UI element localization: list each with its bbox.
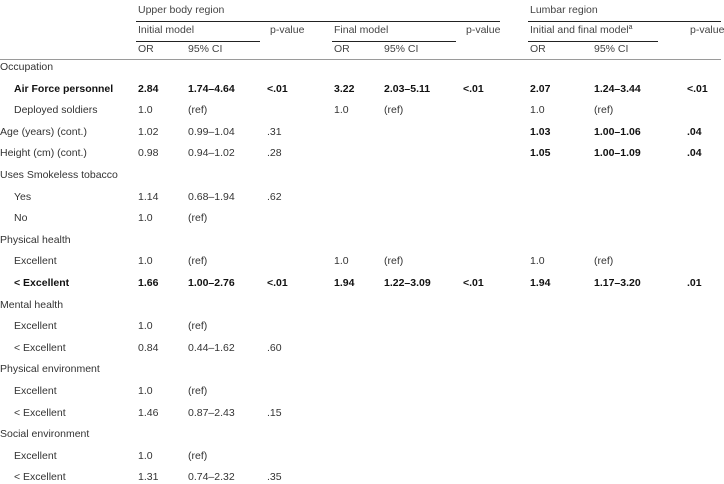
final-model-rule: [332, 41, 456, 42]
table-cell: 1.94: [530, 277, 551, 289]
or-header-1: OR: [138, 43, 154, 55]
or-header-2: OR: [334, 43, 350, 55]
table-cell: .15: [267, 407, 282, 419]
table-cell: (ref): [188, 320, 208, 332]
table-cell: 1.46: [138, 407, 159, 419]
table-cell: 1.0: [138, 104, 153, 116]
row-label: Excellent: [14, 320, 57, 332]
row-label: Physical health: [0, 234, 71, 246]
upper-region-rule: [136, 21, 500, 22]
final-model-header: Final model: [334, 24, 389, 36]
table-cell: 1.31: [138, 471, 159, 483]
table-cell: 1.03: [530, 126, 551, 138]
table-cell: (ref): [188, 255, 208, 267]
table-cell: 3.22: [334, 83, 355, 95]
row-label: Occupation: [0, 61, 54, 73]
p-value-header-1: p-value: [270, 24, 305, 36]
table-cell: .35: [267, 471, 282, 483]
row-label: Social environment: [0, 428, 90, 440]
lumbar-region-rule: [528, 21, 721, 22]
table-cell: 1.00–2.76: [188, 277, 235, 289]
table-cell: 0.87–2.43: [188, 407, 235, 419]
row-label: Age (years) (cont.): [0, 126, 87, 138]
table-cell: 0.68–1.94: [188, 191, 235, 203]
table-cell: (ref): [188, 104, 208, 116]
table-cell: 1.0: [334, 255, 349, 267]
row-label: < Excellent: [14, 277, 70, 289]
table-cell: 1.17–3.20: [594, 277, 641, 289]
table-cell: .28: [267, 147, 282, 159]
table-cell: 0.84: [138, 342, 159, 354]
table-cell: (ref): [594, 104, 614, 116]
table-cell: <.01: [267, 83, 288, 95]
table-cell: 2.03–5.11: [384, 83, 431, 95]
table-cell: 1.14: [138, 191, 159, 203]
row-label: < Excellent: [14, 342, 66, 354]
p-value-header-3: p-value: [690, 24, 724, 36]
table-cell: .62: [267, 191, 282, 203]
table-cell: 2.84: [138, 83, 159, 95]
table-cell: .31: [267, 126, 282, 138]
row-label: Excellent: [14, 385, 57, 397]
table-cell: (ref): [384, 104, 404, 116]
table-cell: 1.74–4.64: [188, 83, 235, 95]
table-cell: <.01: [463, 83, 484, 95]
table-cell: 0.98: [138, 147, 159, 159]
table-cell: 1.24–3.44: [594, 83, 641, 95]
table-cell: 1.0: [334, 104, 349, 116]
row-label: < Excellent: [14, 471, 66, 483]
ci-header-1: 95% CI: [188, 43, 223, 55]
row-label: Yes: [14, 191, 32, 203]
table-cell: (ref): [188, 212, 208, 224]
initial-model-header: Initial model: [138, 24, 195, 36]
row-label: Excellent: [14, 255, 57, 267]
header-bottom-rule: [0, 59, 721, 60]
upper-region-header: Upper body region: [138, 4, 225, 16]
table-cell: (ref): [594, 255, 614, 267]
table-cell: <.01: [463, 277, 484, 289]
table-cell: 1.02: [138, 126, 159, 138]
table-cell: 0.44–1.62: [188, 342, 235, 354]
lumbar-region-header: Lumbar region: [530, 4, 598, 16]
initial-final-model-header: Initial and final model$^a$: [530, 24, 633, 36]
footnote-marker: a: [628, 24, 633, 31]
table-cell: 1.05: [530, 147, 551, 159]
row-label: Uses Smokeless tobacco: [0, 169, 118, 181]
row-label: Excellent: [14, 450, 57, 462]
table-cell: (ref): [384, 255, 404, 267]
table-cell: 1.0: [530, 255, 545, 267]
row-label: Height (cm) (cont.): [0, 147, 87, 159]
table-cell: .60: [267, 342, 282, 354]
table-cell: 0.99–1.04: [188, 126, 235, 138]
table-cell: 1.0: [138, 450, 153, 462]
row-label: < Excellent: [14, 407, 66, 419]
table-cell: 1.94: [334, 277, 355, 289]
ci-header-3: 95% CI: [594, 43, 629, 55]
table-cell: 2.07: [530, 83, 551, 95]
table-cell: 1.00–1.06: [594, 126, 641, 138]
table-cell: (ref): [188, 450, 208, 462]
table-cell: <.01: [687, 83, 708, 95]
table-cell: 0.94–1.02: [188, 147, 235, 159]
table-cell: 1.0: [138, 212, 153, 224]
table-cell: 1.0: [530, 104, 545, 116]
table-cell: 1.0: [138, 255, 153, 267]
row-label: No: [14, 212, 28, 224]
table-cell: 1.22–3.09: [384, 277, 431, 289]
initial-model-rule: [136, 41, 260, 42]
table-cell: 1.66: [138, 277, 159, 289]
table-cell: .04: [687, 126, 702, 138]
ci-header-2: 95% CI: [384, 43, 419, 55]
table-cell: (ref): [188, 385, 208, 397]
table-cell: .01: [687, 277, 702, 289]
row-label: Physical environment: [0, 363, 100, 375]
table-cell: 1.0: [138, 320, 153, 332]
p-value-header-2: p-value: [466, 24, 501, 36]
table-cell: 1.0: [138, 385, 153, 397]
table-cell: 1.00–1.09: [594, 147, 641, 159]
table-cell: <.01: [267, 277, 288, 289]
row-label: Deployed soldiers: [14, 104, 98, 116]
row-label: Air Force personnel: [14, 83, 114, 95]
initial-final-model-rule: [528, 41, 658, 42]
row-label: Mental health: [0, 299, 64, 311]
table-cell: .04: [687, 147, 702, 159]
table-cell: 0.74–2.32: [188, 471, 235, 483]
or-header-3: OR: [530, 43, 546, 55]
